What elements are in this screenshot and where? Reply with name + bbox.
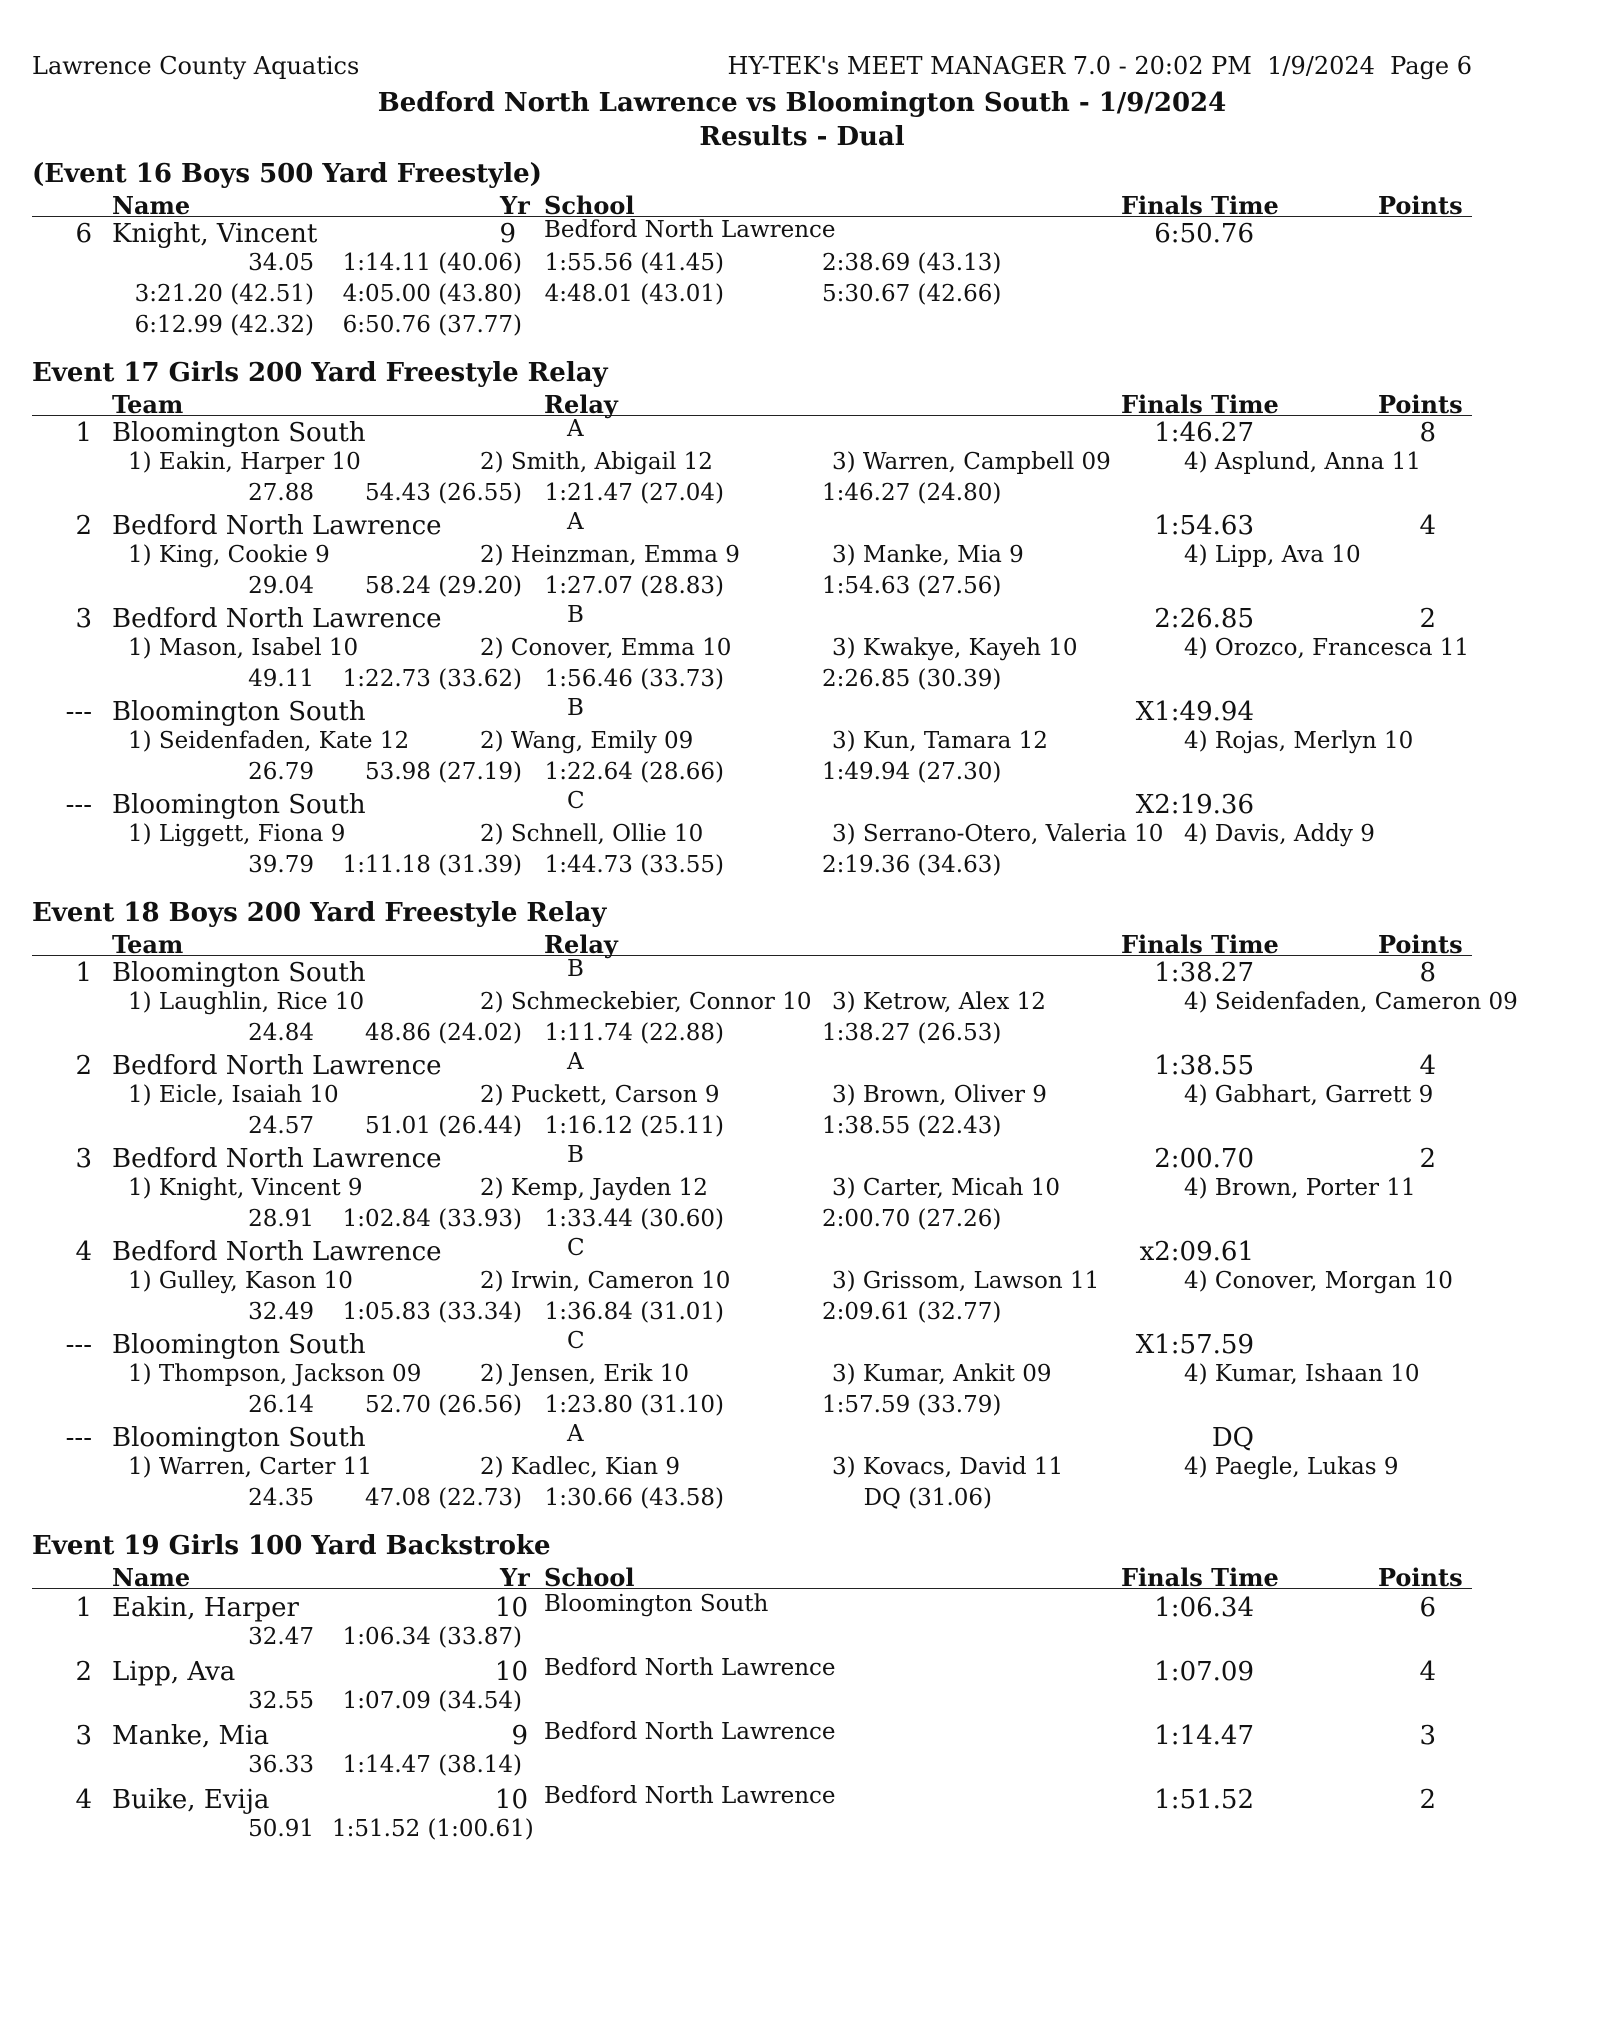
swimmer-name: Manke, Mia — [112, 1721, 269, 1751]
finals-time: 2:00.70 — [1154, 1144, 1254, 1174]
split: 24.84 — [248, 1020, 314, 1046]
relay-letter: A — [567, 509, 584, 535]
splits-row — [32, 1686, 1472, 1717]
relay-member: 3) Carter, Micah 10 — [832, 1175, 1061, 1201]
splits-row — [32, 1390, 1472, 1421]
relay-result — [32, 1142, 1472, 1235]
col-relay: Relay — [544, 390, 618, 419]
col-points: Points — [1378, 390, 1463, 419]
splits-row — [32, 757, 1472, 788]
relay-member: 3) Warren, Campbell 09 — [832, 449, 1111, 475]
split: 26.14 — [248, 1392, 314, 1418]
relay-member: 2) Schnell, Ollie 10 — [480, 821, 704, 847]
results-page — [32, 52, 1518, 1845]
split: 1:23.80 (31.10) — [544, 1392, 724, 1418]
col-points: Points — [1378, 191, 1463, 220]
splits-row — [32, 1204, 1472, 1235]
split: 3:21.20 (42.51) — [134, 281, 314, 307]
split: 1:57.59 (33.79) — [822, 1392, 1002, 1418]
points: 4 — [1419, 1051, 1436, 1081]
split: 58.24 (29.20) — [365, 573, 522, 599]
column-header — [32, 930, 1472, 959]
place: 3 — [75, 1721, 92, 1751]
place: 2 — [75, 1051, 92, 1081]
split: 1:14.47 (38.14) — [342, 1752, 522, 1778]
result-row — [32, 1142, 1472, 1173]
split: 39.79 — [248, 852, 314, 878]
finals-time: X2:19.36 — [1135, 790, 1254, 820]
split: 1:14.11 (40.06) — [342, 250, 522, 276]
splits-row — [32, 1111, 1472, 1142]
relay-member: 4) Brown, Porter 11 — [1184, 1175, 1416, 1201]
relay-result — [32, 509, 1472, 602]
col-school: School — [544, 191, 635, 220]
split: 1:33.44 (30.60) — [544, 1206, 724, 1232]
split: 1:07.09 (34.54) — [342, 1688, 522, 1714]
relay-result — [32, 1235, 1472, 1328]
relay-member: 2) Smith, Abigail 12 — [480, 449, 713, 475]
split: 52.70 (26.56) — [365, 1392, 522, 1418]
relay-member: 1) Liggett, Fiona 9 — [128, 821, 346, 847]
relay-member: 2) Kemp, Jayden 12 — [480, 1175, 708, 1201]
col-points: Points — [1378, 930, 1463, 959]
relay-member: 4) Conover, Morgan 10 — [1184, 1268, 1453, 1294]
split: 2:19.36 (34.63) — [822, 852, 1002, 878]
relay-letter: C — [567, 1328, 585, 1354]
place: 1 — [75, 418, 92, 448]
result-row — [32, 695, 1472, 726]
split: 26.79 — [248, 759, 314, 785]
year: 10 — [494, 1657, 528, 1687]
split: 1:36.84 (31.01) — [544, 1299, 724, 1325]
relay-letter: B — [567, 602, 584, 628]
relay-member: 3) Grissom, Lawson 11 — [832, 1268, 1100, 1294]
points: 6 — [1419, 1593, 1436, 1623]
relay-members — [32, 1173, 1472, 1204]
split: 1:05.83 (33.34) — [342, 1299, 522, 1325]
splits-row — [32, 1483, 1472, 1514]
school: Bedford North Lawrence — [544, 1719, 836, 1745]
year: 9 — [511, 1721, 528, 1751]
team-name: Bedford North Lawrence — [112, 511, 442, 541]
splits-row — [32, 310, 1472, 341]
result-row — [32, 1421, 1472, 1452]
col-yr: Yr — [500, 1563, 530, 1592]
relay-member: 1) Eakin, Harper 10 — [128, 449, 361, 475]
relay-result — [32, 788, 1472, 881]
finals-time: X1:49.94 — [1135, 697, 1254, 727]
points: 4 — [1419, 1657, 1436, 1687]
finals-time: 1:51.52 — [1154, 1785, 1254, 1815]
team-name: Bloomington South — [112, 1423, 366, 1453]
place: 1 — [75, 958, 92, 988]
relay-members — [32, 447, 1472, 478]
result-row — [32, 956, 1472, 987]
splits-row — [32, 248, 1472, 279]
relay-letter: B — [567, 695, 584, 721]
relay-member: 2) Irwin, Cameron 10 — [480, 1268, 731, 1294]
col-finals-time: Finals Time — [1121, 390, 1279, 419]
relay-member: 1) Laughlin, Rice 10 — [128, 989, 365, 1015]
splits-row — [32, 664, 1472, 695]
split: DQ (31.06) — [863, 1485, 992, 1511]
split: 1:44.73 (33.55) — [544, 852, 724, 878]
team-name: Bloomington South — [112, 790, 366, 820]
school: Bedford North Lawrence — [544, 1783, 836, 1809]
organization-name: Lawrence County Aquatics — [32, 52, 360, 80]
points: 4 — [1419, 511, 1436, 541]
relay-member: 2) Heinzman, Emma 9 — [480, 542, 740, 568]
relay-member: 4) Kumar, Ishaan 10 — [1184, 1361, 1420, 1387]
team-name: Bloomington South — [112, 697, 366, 727]
split: 49.11 — [248, 666, 314, 692]
place: 4 — [75, 1785, 92, 1815]
splits-row — [32, 1622, 1472, 1653]
split: 5:30.67 (42.66) — [822, 281, 1002, 307]
points: 8 — [1419, 418, 1436, 448]
finals-time: 1:38.27 — [1154, 958, 1254, 988]
place: --- — [65, 790, 92, 820]
place: --- — [65, 1330, 92, 1360]
relay-member: 3) Kumar, Ankit 09 — [832, 1361, 1052, 1387]
points: 3 — [1419, 1721, 1436, 1751]
event-16 — [32, 156, 1472, 341]
relay-member: 2) Puckett, Carson 9 — [480, 1082, 720, 1108]
relay-letter: C — [567, 1235, 585, 1261]
split: 1:06.34 (33.87) — [342, 1624, 522, 1650]
points: 2 — [1419, 604, 1436, 634]
finals-time: X1:57.59 — [1135, 1330, 1254, 1360]
relay-members — [32, 819, 1472, 850]
split: 47.08 (22.73) — [365, 1485, 522, 1511]
relay-letter: B — [567, 956, 584, 982]
school: Bedford North Lawrence — [544, 217, 836, 243]
relay-letter: A — [567, 1049, 584, 1075]
year: 10 — [494, 1593, 528, 1623]
split: 1:46.27 (24.80) — [822, 480, 1002, 506]
relay-member: 2) Kadlec, Kian 9 — [480, 1454, 681, 1480]
place: 3 — [75, 1144, 92, 1174]
swimmer-name: Buike, Evija — [112, 1785, 270, 1815]
splits-row — [32, 850, 1472, 881]
place: 1 — [75, 1593, 92, 1623]
split: 1:22.64 (28.66) — [544, 759, 724, 785]
relay-result — [32, 695, 1472, 788]
split: 1:56.46 (33.73) — [544, 666, 724, 692]
split: 1:02.84 (33.93) — [342, 1206, 522, 1232]
team-name: Bedford North Lawrence — [112, 1051, 442, 1081]
result-row — [32, 1049, 1472, 1080]
split: 1:38.55 (22.43) — [822, 1113, 1002, 1139]
relay-member: 1) Gulley, Kason 10 — [128, 1268, 353, 1294]
relay-member: 1) Seidenfaden, Kate 12 — [128, 728, 410, 754]
split: 24.57 — [248, 1113, 314, 1139]
place: --- — [65, 1423, 92, 1453]
col-name: Name — [112, 1563, 191, 1592]
relay-member: 3) Kwakye, Kayeh 10 — [832, 635, 1078, 661]
event-title: Event 18 Boys 200 Yard Freestyle Relay — [32, 898, 607, 928]
relay-members — [32, 987, 1518, 1018]
result-row — [32, 602, 1472, 633]
year: 9 — [499, 219, 516, 249]
relay-member: 1) Thompson, Jackson 09 — [128, 1361, 422, 1387]
relay-member: 1) King, Cookie 9 — [128, 542, 330, 568]
split: 48.86 (24.02) — [365, 1020, 522, 1046]
place: 3 — [75, 604, 92, 634]
col-yr: Yr — [500, 191, 530, 220]
relay-members — [32, 633, 1472, 664]
splits-row — [32, 478, 1472, 509]
event-19 — [32, 1528, 1472, 1845]
split: 1:38.27 (26.53) — [822, 1020, 1002, 1046]
finals-time: 1:46.27 — [1154, 418, 1254, 448]
split: 27.88 — [248, 480, 314, 506]
relay-member: 1) Warren, Carter 11 — [128, 1454, 373, 1480]
result-row — [32, 416, 1472, 447]
finals-time: 2:26.85 — [1154, 604, 1254, 634]
split: 1:27.07 (28.83) — [544, 573, 724, 599]
finals-time: 1:07.09 — [1154, 1657, 1254, 1687]
place: 4 — [75, 1237, 92, 1267]
col-team: Team — [112, 390, 184, 419]
split: 1:49.94 (27.30) — [822, 759, 1002, 785]
team-name: Bloomington South — [112, 1330, 366, 1360]
meet-title: Bedford North Lawrence vs Bloomington South - 1/9/2024 — [377, 88, 1227, 118]
split: 1:11.18 (31.39) — [342, 852, 522, 878]
school: Bedford North Lawrence — [544, 1655, 836, 1681]
relay-member: 2) Conover, Emma 10 — [480, 635, 732, 661]
splits-row — [32, 1018, 1472, 1049]
finals-time: x2:09.61 — [1139, 1237, 1254, 1267]
result-row — [32, 509, 1472, 540]
splits-row — [32, 571, 1472, 602]
team-name: Bedford North Lawrence — [112, 604, 442, 634]
relay-member: 4) Asplund, Anna 11 — [1184, 449, 1421, 475]
split: 1:11.74 (22.88) — [544, 1020, 724, 1046]
col-finals-time: Finals Time — [1121, 930, 1279, 959]
splits-row — [32, 1297, 1472, 1328]
relay-member: 4) Lipp, Ava 10 — [1184, 542, 1361, 568]
column-header — [32, 1563, 1472, 1592]
result-row — [32, 1783, 1472, 1814]
relay-member: 2) Wang, Emily 09 — [480, 728, 694, 754]
split: 1:22.73 (33.62) — [342, 666, 522, 692]
finals-time: 1:54.63 — [1154, 511, 1254, 541]
relay-member: 2) Schmeckebier, Connor 10 — [480, 989, 812, 1015]
column-header — [32, 390, 1472, 419]
split: 1:30.66 (43.58) — [544, 1485, 724, 1511]
col-relay: Relay — [544, 930, 618, 959]
split: 2:00.70 (27.26) — [822, 1206, 1002, 1232]
event-title: Event 19 Girls 100 Yard Backstroke — [32, 1531, 551, 1561]
split: 36.33 — [248, 1752, 314, 1778]
result-row — [32, 1719, 1472, 1750]
relay-member: 3) Manke, Mia 9 — [832, 542, 1024, 568]
points: 2 — [1419, 1144, 1436, 1174]
points: 8 — [1419, 958, 1436, 988]
place: 6 — [75, 219, 92, 249]
result-row — [32, 1655, 1472, 1686]
col-team: Team — [112, 930, 184, 959]
report-header — [32, 52, 1472, 86]
relay-member: 1) Mason, Isabel 10 — [128, 635, 359, 661]
split: 1:55.56 (41.45) — [544, 250, 724, 276]
split: 28.91 — [248, 1206, 314, 1232]
relay-member: 4) Davis, Addy 9 — [1184, 821, 1375, 847]
col-points: Points — [1378, 1563, 1463, 1592]
relay-member: 4) Gabhart, Garrett 9 — [1184, 1082, 1434, 1108]
relay-members — [32, 1080, 1472, 1111]
results-subtitle: Results - Dual — [699, 122, 905, 152]
year: 10 — [494, 1785, 528, 1815]
team-name: Bedford North Lawrence — [112, 1144, 442, 1174]
relay-members — [32, 1452, 1472, 1483]
relay-members — [32, 540, 1472, 571]
swimmer-name: Eakin, Harper — [112, 1593, 299, 1623]
place: --- — [65, 697, 92, 727]
finals-time: 1:06.34 — [1154, 1593, 1254, 1623]
col-finals-time: Finals Time — [1121, 191, 1279, 220]
col-name: Name — [112, 191, 191, 220]
relay-result — [32, 1421, 1472, 1514]
relay-member: 4) Rojas, Merlyn 10 — [1184, 728, 1414, 754]
relay-member: 3) Ketrow, Alex 12 — [832, 989, 1046, 1015]
relay-member: 1) Eicle, Isaiah 10 — [128, 1082, 339, 1108]
relay-letter: A — [567, 416, 584, 442]
team-name: Bedford North Lawrence — [112, 1237, 442, 1267]
split: 50.91 — [248, 1816, 314, 1842]
relay-result — [32, 416, 1472, 509]
place: 2 — [75, 1657, 92, 1687]
split: 29.04 — [248, 573, 314, 599]
split: 6:50.76 (37.77) — [342, 312, 522, 338]
event-title: Event 17 Girls 200 Yard Freestyle Relay — [32, 358, 608, 388]
result-row — [32, 1328, 1472, 1359]
swimmer-name: Knight, Vincent — [112, 219, 318, 249]
split: 2:38.69 (43.13) — [822, 250, 1002, 276]
splits-row — [32, 1750, 1472, 1781]
event-title: (Event 16 Boys 500 Yard Freestyle) — [32, 159, 542, 189]
team-name: Bloomington South — [112, 418, 366, 448]
relay-member: 4) Paegle, Lukas 9 — [1184, 1454, 1399, 1480]
event-18 — [32, 895, 1518, 1514]
split: 1:51.52 (1:00.61) — [332, 1816, 534, 1842]
relay-members — [32, 1359, 1472, 1390]
finals-time: 1:14.47 — [1154, 1721, 1254, 1751]
team-name: Bloomington South — [112, 958, 366, 988]
relay-member: 3) Serrano-Otero, Valeria 10 — [832, 821, 1164, 847]
finals-time: 6:50.76 — [1154, 219, 1254, 249]
split: 32.49 — [248, 1299, 314, 1325]
relay-member: 4) Orozco, Francesca 11 — [1184, 635, 1470, 661]
split: 2:09.61 (32.77) — [822, 1299, 1002, 1325]
finals-time: DQ — [1211, 1423, 1254, 1453]
relay-member: 1) Knight, Vincent 9 — [128, 1175, 363, 1201]
split: 51.01 (26.44) — [365, 1113, 522, 1139]
relay-member: 2) Jensen, Erik 10 — [480, 1361, 690, 1387]
relay-members — [32, 726, 1472, 757]
split: 1:21.47 (27.04) — [544, 480, 724, 506]
relay-letter: A — [567, 1421, 584, 1447]
split: 2:26.85 (30.39) — [822, 666, 1002, 692]
result-row — [32, 217, 1472, 248]
relay-members — [32, 1266, 1472, 1297]
points: 2 — [1419, 1785, 1436, 1815]
split: 1:16.12 (25.11) — [544, 1113, 724, 1139]
split: 32.47 — [248, 1624, 314, 1650]
event-17 — [32, 355, 1472, 881]
col-school: School — [544, 1563, 635, 1592]
split: 1:54.63 (27.56) — [822, 573, 1002, 599]
software-info: HY-TEK's MEET MANAGER 7.0 - 20:02 PM 1/9/2024 Page 6 — [727, 52, 1472, 80]
split: 32.55 — [248, 1688, 314, 1714]
result-row — [32, 788, 1472, 819]
split: 6:12.99 (42.32) — [134, 312, 314, 338]
col-finals-time: Finals Time — [1121, 1563, 1279, 1592]
relay-member: 3) Kovacs, David 11 — [832, 1454, 1064, 1480]
split: 34.05 — [248, 250, 314, 276]
result-row — [32, 1591, 1472, 1622]
result-row — [32, 1235, 1472, 1266]
relay-result — [32, 956, 1518, 1049]
finals-time: 1:38.55 — [1154, 1051, 1254, 1081]
relay-result — [32, 1328, 1472, 1421]
column-header — [32, 191, 1472, 220]
swimmer-name: Lipp, Ava — [112, 1657, 236, 1687]
relay-member: 4) Seidenfaden, Cameron 09 — [1184, 989, 1518, 1015]
splits-row — [32, 279, 1472, 310]
relay-letter: B — [567, 1142, 584, 1168]
relay-member: 3) Brown, Oliver 9 — [832, 1082, 1047, 1108]
school: Bloomington South — [544, 1591, 769, 1617]
split: 24.35 — [248, 1485, 314, 1511]
relay-letter: C — [567, 788, 585, 814]
split: 4:48.01 (43.01) — [544, 281, 724, 307]
split: 4:05.00 (43.80) — [342, 281, 522, 307]
splits-row — [32, 1814, 1472, 1845]
relay-member: 3) Kun, Tamara 12 — [832, 728, 1048, 754]
relay-result — [32, 602, 1472, 695]
split: 54.43 (26.55) — [365, 480, 522, 506]
split: 53.98 (27.19) — [365, 759, 522, 785]
relay-result — [32, 1049, 1472, 1142]
place: 2 — [75, 511, 92, 541]
